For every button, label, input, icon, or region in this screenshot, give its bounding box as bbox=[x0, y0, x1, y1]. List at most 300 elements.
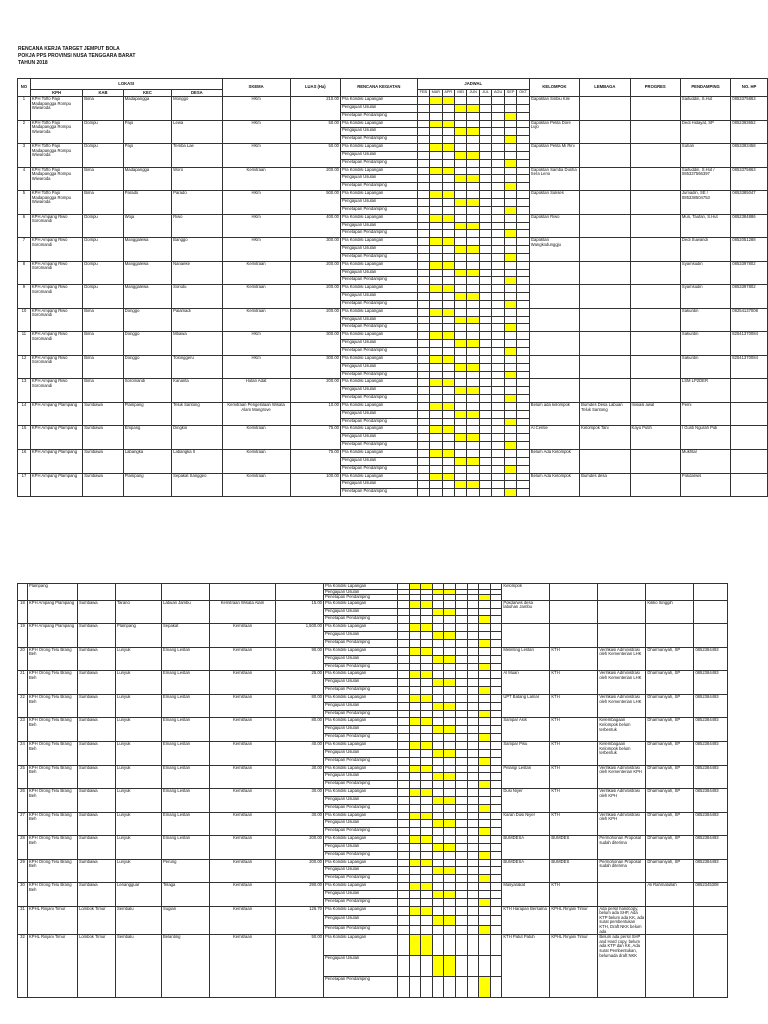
row-lembaga bbox=[580, 449, 630, 473]
row-no-hp bbox=[731, 379, 768, 403]
schedule-cell bbox=[409, 916, 421, 926]
schedule-mark bbox=[432, 608, 444, 616]
header-desa: DESA bbox=[172, 90, 222, 97]
row-kph: KPH Toffo Pajo Madapangga Rompu Wiwaroda bbox=[30, 167, 82, 191]
row-no: 30 bbox=[18, 883, 28, 907]
schedule-cell bbox=[479, 916, 491, 926]
row-kec: Lunyuk bbox=[116, 694, 162, 718]
schedule-cell bbox=[455, 687, 467, 695]
row-kec: Woja bbox=[123, 214, 171, 238]
title-line-1: RENCANA KERJA TARGET JEMPUT BOLA bbox=[18, 46, 120, 52]
row-lembaga bbox=[580, 332, 630, 356]
schedule-cell bbox=[442, 434, 454, 442]
schedule-cell bbox=[421, 796, 433, 804]
row-no: 14 bbox=[18, 402, 31, 426]
row-kelompok: Gapoktan Pelita Mi Rini bbox=[529, 144, 579, 168]
schedule-mark bbox=[442, 144, 454, 152]
schedule-mark bbox=[409, 671, 421, 679]
schedule-mark bbox=[504, 206, 516, 214]
schedule-cell bbox=[479, 796, 491, 804]
row-skema: Kemitraan bbox=[210, 647, 276, 671]
table-row bbox=[18, 332, 768, 340]
schedule-cell bbox=[492, 246, 504, 254]
schedule-cell bbox=[467, 624, 479, 632]
schedule-cell bbox=[490, 867, 502, 875]
row-kec: Lunyuk bbox=[116, 789, 162, 813]
schedule-cell bbox=[490, 916, 502, 926]
row-progres bbox=[598, 883, 646, 907]
row-kec: Plampang bbox=[123, 473, 171, 497]
schedule-cell bbox=[504, 473, 516, 481]
schedule-cell bbox=[492, 104, 504, 112]
schedule-cell bbox=[517, 442, 529, 450]
header-progres: PROGRES bbox=[630, 79, 680, 97]
schedule-mark bbox=[444, 796, 456, 804]
row-lembaga bbox=[550, 584, 598, 601]
schedule-mark bbox=[430, 97, 442, 105]
schedule-cell bbox=[455, 851, 467, 859]
schedule-mark bbox=[504, 300, 516, 308]
row-skema: HKm bbox=[222, 97, 290, 121]
schedule-cell bbox=[492, 473, 504, 481]
table-row bbox=[18, 238, 768, 246]
schedule-cell bbox=[467, 867, 479, 875]
schedule-mark bbox=[444, 655, 456, 663]
schedule-cell bbox=[492, 489, 504, 497]
schedule-cell bbox=[504, 261, 516, 269]
row-pendamping: Sakurdin bbox=[680, 308, 730, 332]
row-activity: Pengajuan Usulan bbox=[324, 589, 398, 595]
schedule-cell bbox=[398, 640, 410, 648]
row-activity: Penetapan Pendamping bbox=[324, 898, 398, 906]
schedule-cell bbox=[409, 867, 421, 875]
row-activity: Pra Kondisi Lapangan bbox=[324, 935, 398, 956]
schedule-cell bbox=[430, 293, 442, 301]
schedule-cell bbox=[479, 679, 491, 687]
row-kph: KPH Toffo Pajo Madapangga Rompu Wiwaroda bbox=[30, 97, 82, 121]
schedule-cell bbox=[398, 935, 410, 956]
schedule-mark bbox=[432, 773, 444, 781]
schedule-cell bbox=[444, 804, 456, 812]
row-progres bbox=[598, 584, 646, 601]
schedule-cell bbox=[455, 191, 467, 199]
schedule-cell bbox=[479, 332, 491, 340]
schedule-mark bbox=[467, 363, 479, 371]
schedule-cell bbox=[409, 616, 421, 624]
schedule-mark bbox=[409, 789, 421, 797]
schedule-cell bbox=[442, 198, 454, 206]
schedule-cell bbox=[467, 925, 479, 935]
row-no-hp: 0852384493 bbox=[694, 812, 728, 836]
schedule-cell bbox=[455, 442, 467, 450]
row-desa: Nanaeke bbox=[172, 261, 222, 285]
row-kec: Pajo bbox=[123, 120, 171, 144]
schedule-mark bbox=[442, 285, 454, 293]
row-lembaga: Kelompok Tani bbox=[580, 426, 630, 450]
schedule-cell bbox=[432, 906, 444, 916]
schedule-cell bbox=[517, 363, 529, 371]
schedule-cell bbox=[455, 718, 467, 726]
schedule-mark bbox=[504, 136, 516, 144]
schedule-cell bbox=[421, 977, 433, 998]
schedule-cell bbox=[517, 198, 529, 206]
schedule-cell bbox=[492, 324, 504, 332]
row-luas bbox=[276, 584, 324, 601]
schedule-cell bbox=[409, 956, 421, 977]
row-pendamping bbox=[646, 906, 694, 935]
schedule-mark bbox=[504, 465, 516, 473]
row-kab: Sumbawa bbox=[78, 859, 116, 883]
row-desa: Emang Lestari bbox=[162, 765, 210, 789]
schedule-cell bbox=[479, 655, 491, 663]
schedule-cell bbox=[479, 395, 491, 403]
schedule-mark bbox=[409, 906, 421, 916]
schedule-cell bbox=[517, 136, 529, 144]
table-row bbox=[18, 167, 768, 175]
row-skema: Kemitraan Pengelolaan Wisata Alam Mangrove bbox=[222, 402, 290, 426]
table-row bbox=[18, 859, 728, 867]
row-progres: Kelembagaan Kelompok belum terbentuk bbox=[598, 718, 646, 742]
header-month: MEI bbox=[455, 90, 467, 97]
row-luas: 500.00 bbox=[290, 191, 340, 215]
schedule-cell bbox=[417, 136, 429, 144]
row-desa: Teluk Santong bbox=[172, 402, 222, 426]
schedule-cell bbox=[432, 647, 444, 655]
row-kec: Madapangga bbox=[123, 167, 171, 191]
row-luas: 210.00 bbox=[290, 97, 340, 121]
schedule-mark bbox=[442, 473, 454, 481]
schedule-cell bbox=[430, 206, 442, 214]
row-activity: Penetapan Pendamping bbox=[324, 828, 398, 836]
row-pendamping: Dharmaniyah, SP bbox=[646, 789, 694, 813]
schedule-cell bbox=[430, 363, 442, 371]
schedule-cell bbox=[444, 687, 456, 695]
schedule-cell bbox=[417, 167, 429, 175]
schedule-cell bbox=[479, 647, 491, 655]
schedule-mark bbox=[430, 167, 442, 175]
schedule-mark bbox=[421, 789, 433, 797]
schedule-cell bbox=[492, 230, 504, 238]
schedule-mark bbox=[442, 426, 454, 434]
schedule-cell bbox=[467, 183, 479, 191]
schedule-mark bbox=[479, 851, 491, 859]
schedule-cell bbox=[398, 851, 410, 859]
schedule-cell bbox=[467, 773, 479, 781]
row-no-hp: 0853397802 bbox=[731, 285, 768, 309]
header-month: JUN bbox=[467, 90, 479, 97]
schedule-cell bbox=[517, 308, 529, 316]
schedule-mark bbox=[467, 481, 479, 489]
schedule-cell bbox=[398, 867, 410, 875]
table-row bbox=[18, 789, 728, 797]
row-kph: KPH Orong Telu Brang Beh bbox=[28, 883, 78, 907]
row-no-hp: 0852384493 bbox=[694, 694, 728, 718]
schedule-cell bbox=[490, 789, 502, 797]
row-kelompok: Pelangi Lestari bbox=[502, 765, 550, 789]
row-luas: 200.00 bbox=[290, 261, 340, 285]
schedule-cell bbox=[504, 379, 516, 387]
row-kab: Sumbawa bbox=[78, 789, 116, 813]
schedule-cell bbox=[455, 741, 467, 749]
schedule-cell bbox=[444, 624, 456, 632]
schedule-mark bbox=[467, 387, 479, 395]
row-kec: Pajo bbox=[123, 144, 171, 168]
schedule-cell bbox=[479, 906, 491, 916]
schedule-cell bbox=[409, 757, 421, 765]
schedule-cell bbox=[492, 97, 504, 105]
schedule-cell bbox=[430, 489, 442, 497]
row-pendamping: Saifuddin, S.Hut / 085337566397 bbox=[680, 167, 730, 191]
row-kph: KPH Ampang Riwo Soromandi bbox=[30, 214, 82, 238]
schedule-cell bbox=[490, 663, 502, 671]
schedule-cell bbox=[490, 906, 502, 916]
schedule-cell bbox=[479, 632, 491, 640]
schedule-mark bbox=[504, 277, 516, 285]
row-kph: Plampang bbox=[28, 584, 78, 601]
schedule-cell bbox=[467, 935, 479, 956]
row-kph: KPH Ampang Riwo Soromandi bbox=[30, 261, 82, 285]
schedule-mark bbox=[467, 269, 479, 277]
row-no: 21 bbox=[18, 671, 28, 695]
schedule-cell bbox=[467, 718, 479, 726]
row-no: 1 bbox=[18, 97, 31, 121]
schedule-cell bbox=[430, 198, 442, 206]
schedule-cell bbox=[467, 956, 479, 977]
row-kph: KPH Orong Telu Brang Beh bbox=[28, 741, 78, 765]
schedule-cell bbox=[467, 600, 479, 608]
row-kelompok bbox=[529, 285, 579, 309]
row-skema: Kemitraan bbox=[222, 426, 290, 450]
row-lembaga: KTH bbox=[550, 883, 598, 907]
schedule-cell bbox=[444, 789, 456, 797]
row-luas: 75.00 bbox=[290, 426, 340, 450]
row-desa: Parado bbox=[172, 191, 222, 215]
schedule-cell bbox=[442, 136, 454, 144]
schedule-cell bbox=[442, 253, 454, 261]
row-progres: Permohonan Proposal sudah diterima bbox=[598, 859, 646, 883]
schedule-cell bbox=[467, 734, 479, 742]
schedule-cell bbox=[455, 640, 467, 648]
schedule-cell bbox=[421, 655, 433, 663]
schedule-cell bbox=[455, 702, 467, 710]
row-progres: Verifikasi Administrasi oleh Kementerian LHK bbox=[598, 647, 646, 671]
schedule-cell bbox=[444, 812, 456, 820]
schedule-cell bbox=[417, 238, 429, 246]
header-kelompok: KELOMPOK bbox=[529, 79, 579, 97]
schedule-cell bbox=[467, 442, 479, 450]
schedule-cell bbox=[517, 159, 529, 167]
schedule-cell bbox=[467, 167, 479, 175]
schedule-mark bbox=[409, 935, 421, 956]
schedule-cell bbox=[490, 694, 502, 702]
row-activity: Pengajuan Usulan bbox=[341, 316, 418, 324]
schedule-cell bbox=[479, 836, 491, 844]
row-kec: Soromandi bbox=[123, 379, 171, 403]
schedule-cell bbox=[467, 473, 479, 481]
schedule-cell bbox=[442, 324, 454, 332]
row-lembaga: KTH bbox=[550, 765, 598, 789]
schedule-mark bbox=[442, 167, 454, 175]
row-lembaga bbox=[580, 214, 630, 238]
row-no-hp: 0852051288 bbox=[731, 238, 768, 262]
schedule-mark bbox=[430, 473, 442, 481]
schedule-cell bbox=[430, 277, 442, 285]
schedule-cell bbox=[517, 144, 529, 152]
schedule-cell bbox=[455, 324, 467, 332]
schedule-cell bbox=[479, 843, 491, 851]
schedule-cell bbox=[398, 765, 410, 773]
table-row bbox=[18, 379, 768, 387]
row-luas: 50.00 bbox=[290, 144, 340, 168]
schedule-cell bbox=[455, 749, 467, 757]
schedule-cell bbox=[517, 120, 529, 128]
schedule-cell bbox=[432, 671, 444, 679]
row-no-hp: 0852384493 bbox=[694, 836, 728, 860]
schedule-cell bbox=[432, 718, 444, 726]
schedule-cell bbox=[430, 481, 442, 489]
row-kph: KPH Orong Telu Brang Beh bbox=[28, 647, 78, 671]
schedule-cell bbox=[409, 726, 421, 734]
row-activity: Pengajuan Usulan bbox=[324, 702, 398, 710]
row-activity: Pra Kondisi Lapangan bbox=[341, 97, 418, 105]
schedule-mark bbox=[467, 198, 479, 206]
schedule-cell bbox=[417, 120, 429, 128]
schedule-cell bbox=[430, 300, 442, 308]
row-progres bbox=[630, 214, 680, 238]
schedule-mark bbox=[479, 898, 491, 906]
schedule-cell bbox=[455, 867, 467, 875]
header-kab: KAB bbox=[83, 90, 124, 97]
schedule-cell bbox=[409, 749, 421, 757]
row-kec: Lunyuk bbox=[116, 812, 162, 836]
schedule-cell bbox=[417, 191, 429, 199]
row-kab bbox=[78, 584, 116, 601]
schedule-cell bbox=[398, 694, 410, 702]
row-no: 15 bbox=[18, 426, 31, 450]
schedule-cell bbox=[444, 851, 456, 859]
schedule-cell bbox=[444, 898, 456, 906]
row-activity: Pengajuan Usulan bbox=[324, 867, 398, 875]
row-lembaga: KTH bbox=[550, 812, 598, 836]
schedule-cell bbox=[479, 426, 491, 434]
schedule-cell bbox=[430, 183, 442, 191]
schedule-cell bbox=[504, 410, 516, 418]
schedule-mark bbox=[504, 253, 516, 261]
schedule-cell bbox=[455, 355, 467, 363]
schedule-cell bbox=[490, 956, 502, 977]
schedule-cell bbox=[490, 640, 502, 648]
schedule-cell bbox=[467, 418, 479, 426]
schedule-mark bbox=[442, 449, 454, 457]
header-month: APR bbox=[442, 90, 454, 97]
row-activity: Pra Kondisi Lapangan bbox=[324, 694, 398, 702]
row-pendamping: Saifuddin, S.Hut bbox=[680, 97, 730, 121]
row-progres bbox=[598, 600, 646, 624]
schedule-cell bbox=[490, 796, 502, 804]
schedule-cell bbox=[467, 828, 479, 836]
row-pendamping bbox=[646, 935, 694, 998]
schedule-cell bbox=[398, 655, 410, 663]
schedule-mark bbox=[421, 883, 433, 891]
schedule-cell bbox=[492, 418, 504, 426]
schedule-cell bbox=[517, 112, 529, 120]
row-kab: Sumbawa bbox=[78, 600, 116, 624]
schedule-cell bbox=[409, 898, 421, 906]
row-no: 9 bbox=[18, 285, 31, 309]
schedule-cell bbox=[455, 473, 467, 481]
schedule-mark bbox=[432, 632, 444, 640]
schedule-cell bbox=[479, 867, 491, 875]
schedule-cell bbox=[455, 206, 467, 214]
row-activity: Penetapan Pendamping bbox=[324, 710, 398, 718]
row-desa: Emang Lestari bbox=[162, 789, 210, 813]
schedule-cell bbox=[467, 702, 479, 710]
schedule-cell bbox=[417, 355, 429, 363]
schedule-cell bbox=[492, 410, 504, 418]
row-kec: Tarano bbox=[116, 600, 162, 624]
schedule-cell bbox=[467, 757, 479, 765]
row-activity: Pengajuan Usulan bbox=[324, 679, 398, 687]
row-progres: Ada persil handcopy, belum ada SHP, Ada KTP belum ada KK, ada surat pembentukan KTH, Draft NKK belum ada bbox=[599, 906, 645, 934]
row-progres: Kelembagaan Kelompok belum terbentuk bbox=[598, 741, 646, 765]
schedule-cell bbox=[455, 812, 467, 820]
schedule-cell bbox=[467, 749, 479, 757]
schedule-cell bbox=[467, 465, 479, 473]
row-kelompok: BUMDESA bbox=[502, 859, 550, 883]
schedule-cell bbox=[444, 718, 456, 726]
schedule-cell bbox=[479, 214, 491, 222]
table-row bbox=[18, 120, 768, 128]
schedule-cell bbox=[467, 796, 479, 804]
schedule-cell bbox=[432, 616, 444, 624]
row-activity: Pra Kondisi Lapangan bbox=[341, 285, 418, 293]
schedule-cell bbox=[398, 820, 410, 828]
schedule-cell bbox=[467, 426, 479, 434]
schedule-cell bbox=[504, 340, 516, 348]
schedule-cell bbox=[417, 308, 429, 316]
schedule-mark bbox=[432, 843, 444, 851]
schedule-cell bbox=[455, 418, 467, 426]
schedule-cell bbox=[455, 465, 467, 473]
row-kec: Manggalewa bbox=[123, 238, 171, 262]
schedule-cell bbox=[421, 679, 433, 687]
schedule-cell bbox=[517, 316, 529, 324]
schedule-cell bbox=[479, 883, 491, 891]
row-progres bbox=[630, 379, 680, 403]
row-kec: Parado bbox=[123, 191, 171, 215]
header-month: AGU bbox=[492, 90, 504, 97]
row-activity: Pra Kondisi Lapangan bbox=[324, 584, 398, 590]
schedule-cell bbox=[517, 371, 529, 379]
row-activity: Pra Kondisi Lapangan bbox=[341, 261, 418, 269]
schedule-mark bbox=[430, 120, 442, 128]
row-activity: Pra Kondisi Lapangan bbox=[341, 449, 418, 457]
schedule-cell bbox=[421, 875, 433, 883]
schedule-cell bbox=[417, 214, 429, 222]
schedule-cell bbox=[398, 741, 410, 749]
schedule-cell bbox=[455, 828, 467, 836]
schedule-cell bbox=[398, 749, 410, 757]
schedule-cell bbox=[442, 183, 454, 191]
schedule-cell bbox=[417, 489, 429, 497]
row-pendamping: Dharmaniyah, SP bbox=[646, 694, 694, 718]
schedule-cell bbox=[430, 112, 442, 120]
row-activity: Pra Kondisi Lapangan bbox=[324, 741, 398, 749]
schedule-cell bbox=[417, 442, 429, 450]
schedule-cell bbox=[492, 175, 504, 183]
row-skema: Kemitraan bbox=[210, 906, 276, 935]
row-kph: KPH Orong Telu Brang Beh bbox=[28, 718, 78, 742]
